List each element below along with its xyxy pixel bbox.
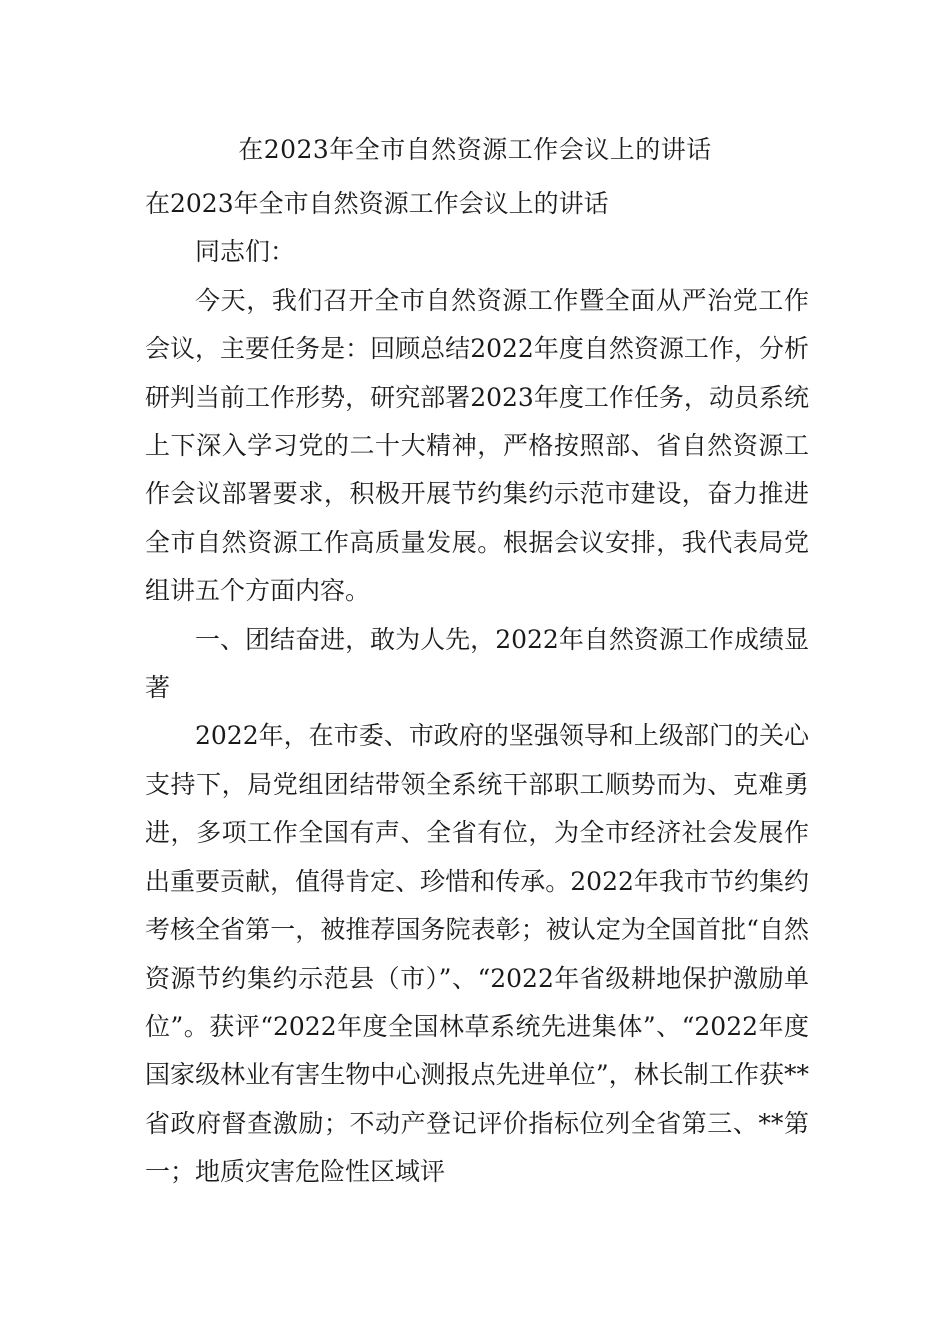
- document-body: [145, 180, 809, 1197]
- salutation: 同志们：: [195, 237, 296, 267]
- paragraph-intro: 今天，我们召开全市自然资源工作暨全面从严治党工作会议，主要任务是：回顾总结2022年度自然资源工作，分析研判当前工作形势，研究部署2023年度工作任务，动员系统上下深入学习党的二十大精神，严格按照部、省自然资源工作会议部署要求，积极开展节约集约示范市建设，奋力推进全市自然资源工作高质量发展。根据会议安排，我代表局党组讲五个方面内容。: [145, 285, 809, 606]
- document-subtitle: 在2023年全市自然资源工作会议上的讲话: [145, 189, 609, 218]
- document-title: 在2023年全市自然资源工作会议上的讲话: [238, 135, 712, 164]
- paragraph-achievements: 2022年，在市委、市政府的坚强领导和上级部门的关心支持下，局党组团结带领全系统干部职工顺势而为、克难勇进，多项工作全国有声、全省有位，为全市经济社会发展作出重要贡献，值得肯定、珍惜和传承。2022年我市节约集约考核全省第一，被推荐国务院表彰；被认定为全国首批“自然资源节约集约示范县（市）”、“2022年省级耕地保护激励单位”。获评“2022年度全国林草系统先进集体”、“2022年度国家级林业有害生物中心测报点先进单位”，林长制工作获**省政府督查激励；不动产登记评价指标位列全省第三、**第一；地质灾害危险性区域评: [145, 721, 809, 1187]
- section-heading-1: 一、团结奋进，敢为人先，2022年自然资源工作成绩显著: [145, 624, 809, 703]
